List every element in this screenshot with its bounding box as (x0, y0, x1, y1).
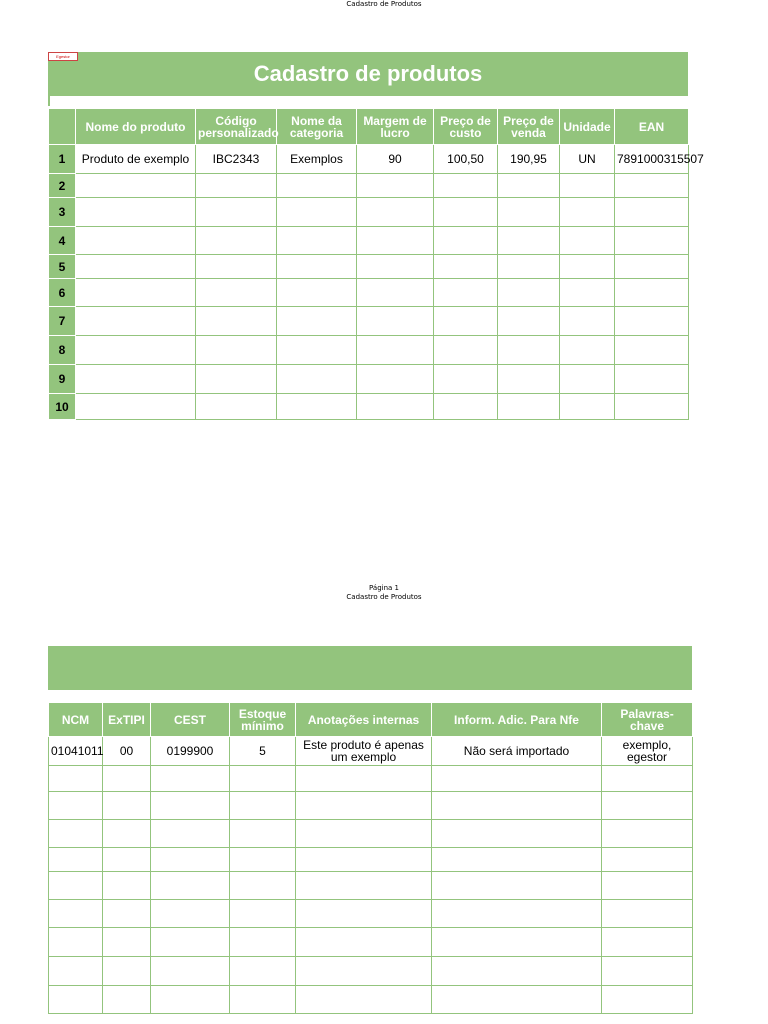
table-cell (615, 174, 689, 198)
row-number: 3 (49, 198, 76, 227)
banner-gap-marker (48, 96, 50, 106)
table-cell (602, 900, 693, 928)
column-header: Anotações internas (296, 703, 432, 737)
table-cell (103, 792, 151, 820)
table-cell (296, 820, 432, 848)
table-cell (434, 279, 498, 307)
table-row (49, 792, 693, 820)
table-cell: 190,95 (498, 145, 560, 174)
table-cell (49, 872, 103, 900)
table-cell: UN (560, 145, 615, 174)
column-header: Nome do produto (76, 109, 196, 145)
table-cell (49, 848, 103, 872)
table-cell (357, 279, 434, 307)
page-title: Cadastro de produtos (253, 61, 483, 86)
table-cell (434, 336, 498, 365)
table-cell: exemplo, egestor (602, 737, 693, 766)
table-cell (602, 957, 693, 986)
table-cell (230, 792, 296, 820)
column-header: Preço de venda (498, 109, 560, 145)
table-cell (196, 365, 277, 394)
row-number: 9 (49, 365, 76, 394)
table-row (49, 737, 693, 766)
column-header: Unidade (560, 109, 615, 145)
column-header: Margem de lucro (357, 109, 434, 145)
table-row (49, 848, 693, 872)
table-cell (498, 365, 560, 394)
table-cell: Produto de exemplo (76, 145, 196, 174)
table-row (49, 766, 693, 792)
table-cell (103, 848, 151, 872)
table-cell (560, 394, 615, 420)
table-cell: 100,50 (434, 145, 498, 174)
table-cell (151, 900, 230, 928)
table-cell (230, 848, 296, 872)
table-row (49, 900, 693, 928)
table-cell (498, 174, 560, 198)
table-cell (602, 986, 693, 1014)
table-cell (432, 820, 602, 848)
table-cell (432, 986, 602, 1014)
egestor-logo: Egestor (48, 52, 78, 61)
table-cell (615, 307, 689, 336)
table-row (49, 279, 689, 307)
page-number: Página 1 (369, 584, 399, 592)
table-cell (103, 986, 151, 1014)
row-number: 1 (49, 145, 76, 174)
table-cell (76, 307, 196, 336)
table-cell (560, 198, 615, 227)
table-cell (498, 336, 560, 365)
table-cell: 5 (230, 737, 296, 766)
table-cell (196, 174, 277, 198)
table-cell: Não será importado (432, 737, 602, 766)
table-cell (230, 820, 296, 848)
column-header: Nome da categoria (277, 109, 357, 145)
table-cell (76, 174, 196, 198)
table-cell (76, 279, 196, 307)
table-cell (560, 227, 615, 255)
table-cell (357, 307, 434, 336)
table-cell (151, 957, 230, 986)
table-cell (560, 336, 615, 365)
table-cell: Exemplos (277, 145, 357, 174)
table-cell (196, 336, 277, 365)
table-cell (49, 766, 103, 792)
table-row (49, 957, 693, 986)
row-number: 8 (49, 336, 76, 365)
table-cell (296, 928, 432, 957)
table-cell (196, 255, 277, 279)
table-cell (602, 766, 693, 792)
table-cell (196, 394, 277, 420)
table-cell (277, 365, 357, 394)
table-cell (151, 820, 230, 848)
title-banner (48, 646, 692, 690)
table-cell (103, 766, 151, 792)
table-cell (432, 766, 602, 792)
table-cell (277, 394, 357, 420)
table-cell (296, 792, 432, 820)
table-cell (498, 394, 560, 420)
table-cell (602, 872, 693, 900)
table-cell (357, 255, 434, 279)
table-cell (615, 227, 689, 255)
title-banner (48, 52, 688, 96)
row-number: 7 (49, 307, 76, 336)
table-cell (196, 307, 277, 336)
table-cell (76, 336, 196, 365)
page-header: Cadastro de Produtos (346, 0, 422, 8)
table-cell (277, 336, 357, 365)
table-cell (615, 255, 689, 279)
table-cell (49, 928, 103, 957)
table-cell (498, 279, 560, 307)
table-row (49, 872, 693, 900)
column-header: Preço de custo (434, 109, 498, 145)
table-cell (230, 900, 296, 928)
table-cell (615, 198, 689, 227)
column-header: Inform. Adic. Para Nfe (432, 703, 602, 737)
table-cell (357, 227, 434, 255)
table-row (49, 227, 689, 255)
table-cell (230, 928, 296, 957)
table-cell (151, 872, 230, 900)
table-cell (498, 198, 560, 227)
table-cell (498, 255, 560, 279)
row-number: 10 (49, 394, 76, 420)
column-header: Estoque mínimo (230, 703, 296, 737)
table-cell: 00 (103, 737, 151, 766)
table-cell (296, 957, 432, 986)
page-header: Cadastro de Produtos (346, 593, 422, 601)
column-header: Código personalizado (196, 109, 277, 145)
table-cell (296, 766, 432, 792)
table-cell (434, 174, 498, 198)
table-cell (615, 336, 689, 365)
table-row (49, 928, 693, 957)
table-row (49, 198, 689, 227)
table-cell (560, 279, 615, 307)
table-cell (151, 986, 230, 1014)
table-cell (296, 986, 432, 1014)
table-cell: IBC2343 (196, 145, 277, 174)
table-cell (151, 928, 230, 957)
table-cell (76, 255, 196, 279)
table-cell (49, 820, 103, 848)
table-header-row (49, 109, 689, 145)
table-cell (296, 900, 432, 928)
table-cell (277, 279, 357, 307)
column-header: NCM (49, 703, 103, 737)
table-cell (615, 279, 689, 307)
table-cell (230, 986, 296, 1014)
table-cell (602, 820, 693, 848)
table-cell (277, 227, 357, 255)
table-cell (560, 365, 615, 394)
table-cell (103, 820, 151, 848)
table-cell (602, 928, 693, 957)
table-cell (560, 307, 615, 336)
table-cell (432, 928, 602, 957)
row-number: 4 (49, 227, 76, 255)
table-cell (560, 255, 615, 279)
table-cell (296, 848, 432, 872)
table-cell (498, 307, 560, 336)
column-header: Palavras-chave (602, 703, 693, 737)
table-cell (434, 307, 498, 336)
table-cell (615, 365, 689, 394)
table-row (49, 986, 693, 1014)
table-cell (602, 792, 693, 820)
table-cell (230, 872, 296, 900)
table-cell (357, 336, 434, 365)
table-header-row (49, 703, 693, 737)
table-cell (602, 848, 693, 872)
table-cell (76, 227, 196, 255)
table-cell (432, 900, 602, 928)
table-cell (357, 174, 434, 198)
table-cell (76, 394, 196, 420)
row-number: 6 (49, 279, 76, 307)
table-cell (196, 198, 277, 227)
table-cell (76, 198, 196, 227)
table-cell: 90 (357, 145, 434, 174)
table-cell (432, 957, 602, 986)
table-cell (432, 792, 602, 820)
table-cell (76, 365, 196, 394)
table-cell (434, 227, 498, 255)
table-cell: 7891000315507 (615, 145, 689, 174)
table-row (49, 365, 689, 394)
row-number: 5 (49, 255, 76, 279)
table-row (49, 394, 689, 420)
table-row (49, 820, 693, 848)
products-extra-table (48, 702, 693, 1014)
column-header: EAN (615, 109, 689, 145)
table-cell (432, 848, 602, 872)
table-cell (277, 198, 357, 227)
table-cell (277, 174, 357, 198)
table-cell (196, 279, 277, 307)
table-cell (151, 792, 230, 820)
table-cell (615, 394, 689, 420)
table-cell (277, 307, 357, 336)
table-row (49, 336, 689, 365)
table-cell (434, 255, 498, 279)
table-cell (560, 174, 615, 198)
table-row (49, 174, 689, 198)
table-cell (434, 198, 498, 227)
table-cell (296, 872, 432, 900)
table-cell: 01041011 (49, 737, 103, 766)
table-cell (103, 928, 151, 957)
column-header: ExTIPI (103, 703, 151, 737)
table-cell (49, 957, 103, 986)
table-cell (103, 957, 151, 986)
table-cell (277, 255, 357, 279)
table-cell (49, 900, 103, 928)
table-cell (357, 365, 434, 394)
table-row (49, 255, 689, 279)
column-header: CEST (151, 703, 230, 737)
table-cell (103, 900, 151, 928)
table-cell (196, 227, 277, 255)
table-cell (230, 766, 296, 792)
table-cell (432, 872, 602, 900)
table-cell (498, 227, 560, 255)
table-cell (151, 848, 230, 872)
table-cell (151, 766, 230, 792)
column-header (49, 109, 76, 145)
table-cell (49, 792, 103, 820)
table-cell (434, 394, 498, 420)
table-cell (49, 986, 103, 1014)
table-cell: Este produto é apenas um exemplo (296, 737, 432, 766)
table-cell (434, 365, 498, 394)
table-cell (103, 872, 151, 900)
table-cell (357, 394, 434, 420)
table-row (49, 145, 689, 174)
products-table (48, 108, 704, 420)
table-cell (230, 957, 296, 986)
table-row (49, 307, 689, 336)
table-cell: 0199900 (151, 737, 230, 766)
table-cell (357, 198, 434, 227)
row-number: 2 (49, 174, 76, 198)
